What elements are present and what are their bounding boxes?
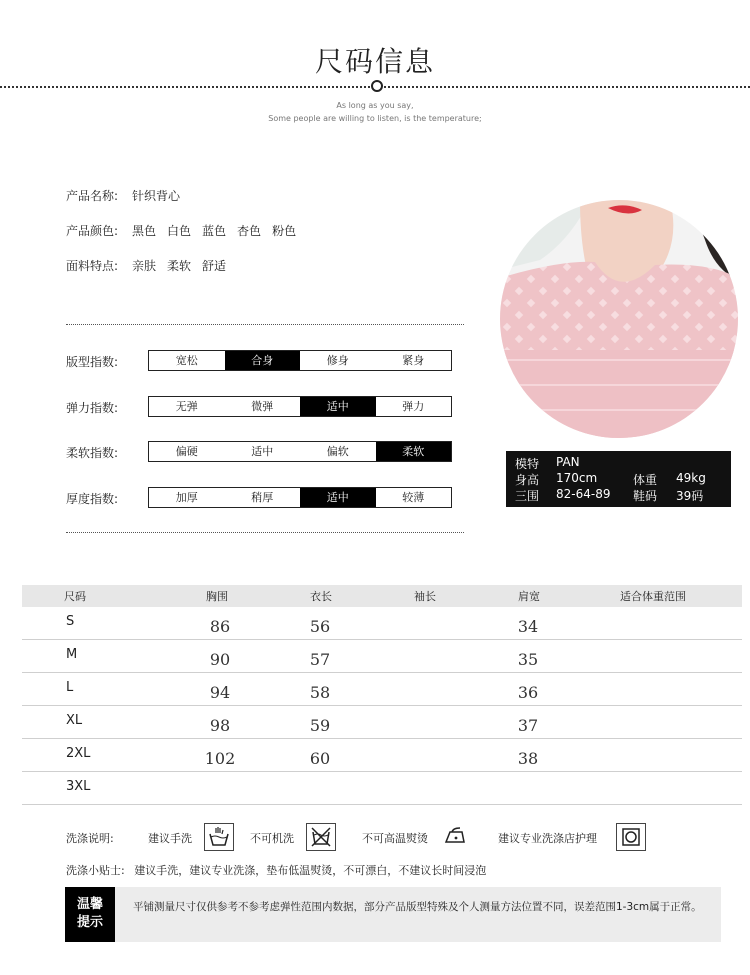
color-option: 蓝色 — [202, 224, 227, 238]
shoulder-cell: 36 — [517, 683, 539, 702]
size-cell: S — [66, 614, 75, 629]
hand-wash-icon — [204, 823, 234, 851]
model-name: PAN — [556, 455, 580, 469]
size-cell: 3XL — [66, 779, 91, 794]
length-cell: 59 — [309, 716, 331, 735]
scale-option: 适中 — [251, 445, 274, 458]
scale-option-selected: 适中 — [300, 488, 376, 507]
washing-tips-text: 建议手洗，建议专业洗涤，垫布低温熨烫，不可漂白，不建议长时间浸泡 — [134, 864, 487, 877]
fabric-feature: 柔软 — [167, 259, 192, 273]
model-info-box — [506, 451, 731, 507]
scale-option: 较薄 — [402, 491, 425, 504]
elasticity-index-label: 弹力指数: — [66, 401, 119, 415]
bust-cell: 86 — [209, 617, 231, 636]
scale-option: 偏硬 — [175, 445, 198, 458]
scale-option: 偏软 — [326, 445, 349, 458]
scale-option-selected: 柔软 — [376, 442, 452, 461]
elasticity-index-scale — [148, 396, 452, 417]
subtitle-line-1: As long as you say, — [336, 101, 414, 110]
table-row — [22, 772, 742, 805]
fabric-feature: 亲肤 — [132, 259, 157, 273]
low-temp-iron-icon — [442, 823, 470, 849]
bust-cell: 90 — [209, 650, 231, 669]
fit-index-scale — [148, 350, 452, 371]
scale-option: 宽松 — [175, 354, 198, 367]
scale-option: 无弹 — [175, 400, 198, 413]
color-option: 杏色 — [237, 224, 262, 238]
fabric-label: 面料特点: — [66, 259, 119, 273]
bust-value: 82-64-89 — [556, 487, 611, 501]
shoulder-cell: 34 — [517, 617, 539, 636]
bust-cell: 102 — [204, 749, 236, 768]
notice-tag — [65, 887, 115, 942]
shoulder-cell: 35 — [517, 650, 539, 669]
washing-tips-label: 洗涤小贴士: — [66, 864, 125, 877]
washing-label: 洗涤说明: — [66, 832, 114, 845]
scale-option: 紧身 — [402, 354, 425, 367]
color-option: 黑色 — [132, 224, 157, 238]
product-name-row — [66, 187, 191, 204]
table-row — [22, 673, 742, 706]
shoe-label: 鞋码 — [633, 489, 658, 503]
shoulder-cell: 37 — [517, 716, 539, 735]
product-color-row — [66, 222, 307, 239]
thickness-index-label: 厚度指数: — [66, 492, 119, 506]
column-header: 尺码 — [64, 590, 86, 603]
product-color-label: 产品颜色: — [66, 224, 119, 238]
professional-care-icon — [616, 823, 646, 851]
warm-notice — [65, 887, 721, 942]
softness-index-scale — [148, 441, 452, 462]
no-machine-wash-icon — [306, 823, 336, 851]
bust-label: 三围 — [515, 489, 540, 503]
softness-index-label: 柔软指数: — [66, 446, 119, 460]
washing-item-text: 不可机洗 — [250, 832, 294, 845]
washing-item-text: 建议手洗 — [148, 832, 192, 845]
model-label: 模特 — [515, 457, 540, 471]
table-row — [22, 640, 742, 673]
size-cell: M — [66, 647, 78, 662]
column-header: 衣长 — [310, 590, 332, 603]
color-option: 粉色 — [272, 224, 297, 238]
length-cell: 58 — [309, 683, 331, 702]
bust-cell: 94 — [209, 683, 231, 702]
height-label: 身高 — [515, 473, 540, 487]
product-name-label: 产品名称: — [66, 189, 119, 203]
washing-tips — [66, 862, 486, 878]
product-name-value: 针织背心 — [132, 189, 181, 203]
height-value: 170cm — [556, 471, 598, 485]
size-cell: L — [66, 680, 74, 695]
size-cell: 2XL — [66, 746, 91, 761]
product-photo — [500, 200, 738, 438]
subtitle-line-2: Some people are willing to listen, is the temperature; — [268, 114, 482, 123]
section-divider — [66, 532, 464, 533]
column-header: 胸围 — [206, 590, 228, 603]
bust-cell: 98 — [209, 716, 231, 735]
column-header: 袖长 — [414, 590, 436, 603]
size-table-header — [22, 585, 742, 607]
length-cell: 56 — [309, 617, 331, 636]
scale-option: 修身 — [326, 354, 349, 367]
length-cell: 60 — [309, 749, 331, 768]
section-divider — [66, 324, 464, 325]
weight-value: 49kg — [676, 471, 706, 485]
divider-bullet-icon — [371, 80, 383, 92]
scale-option: 微弹 — [251, 400, 274, 413]
notice-tag-line: 温馨 — [76, 897, 103, 912]
page-title: 尺码信息 — [314, 45, 435, 78]
size-cell: XL — [66, 713, 83, 728]
washing-item-text: 建议专业洗涤店护理 — [498, 832, 597, 845]
weight-label: 体重 — [633, 473, 658, 487]
scale-option: 加厚 — [175, 491, 198, 504]
scale-option: 稍厚 — [251, 491, 274, 504]
notice-tag-line: 提示 — [76, 915, 103, 930]
color-option: 白色 — [167, 224, 192, 238]
notice-text: 平铺测量尺寸仅供参考不参考虑弹性范围内数据，部分产品版型特殊及个人测量方法位置不同，误差范围1-3cm属于正常。 — [133, 901, 702, 913]
shoe-value: 39码 — [676, 489, 704, 503]
table-row — [22, 607, 742, 640]
column-header: 适合体重范围 — [620, 590, 686, 603]
scale-option-selected: 适中 — [300, 397, 376, 416]
washing-item-text: 不可高温熨烫 — [362, 832, 428, 845]
length-cell: 57 — [309, 650, 331, 669]
thickness-index-scale — [148, 487, 452, 508]
fabric-feature: 舒适 — [202, 259, 227, 273]
table-row — [22, 739, 742, 772]
shoulder-cell: 38 — [517, 749, 539, 768]
scale-option: 弹力 — [402, 400, 425, 413]
column-header: 肩宽 — [518, 590, 540, 603]
scale-option-selected: 合身 — [225, 351, 301, 370]
fit-index-label: 版型指数: — [66, 355, 119, 369]
table-row — [22, 706, 742, 739]
fabric-row — [66, 257, 237, 274]
